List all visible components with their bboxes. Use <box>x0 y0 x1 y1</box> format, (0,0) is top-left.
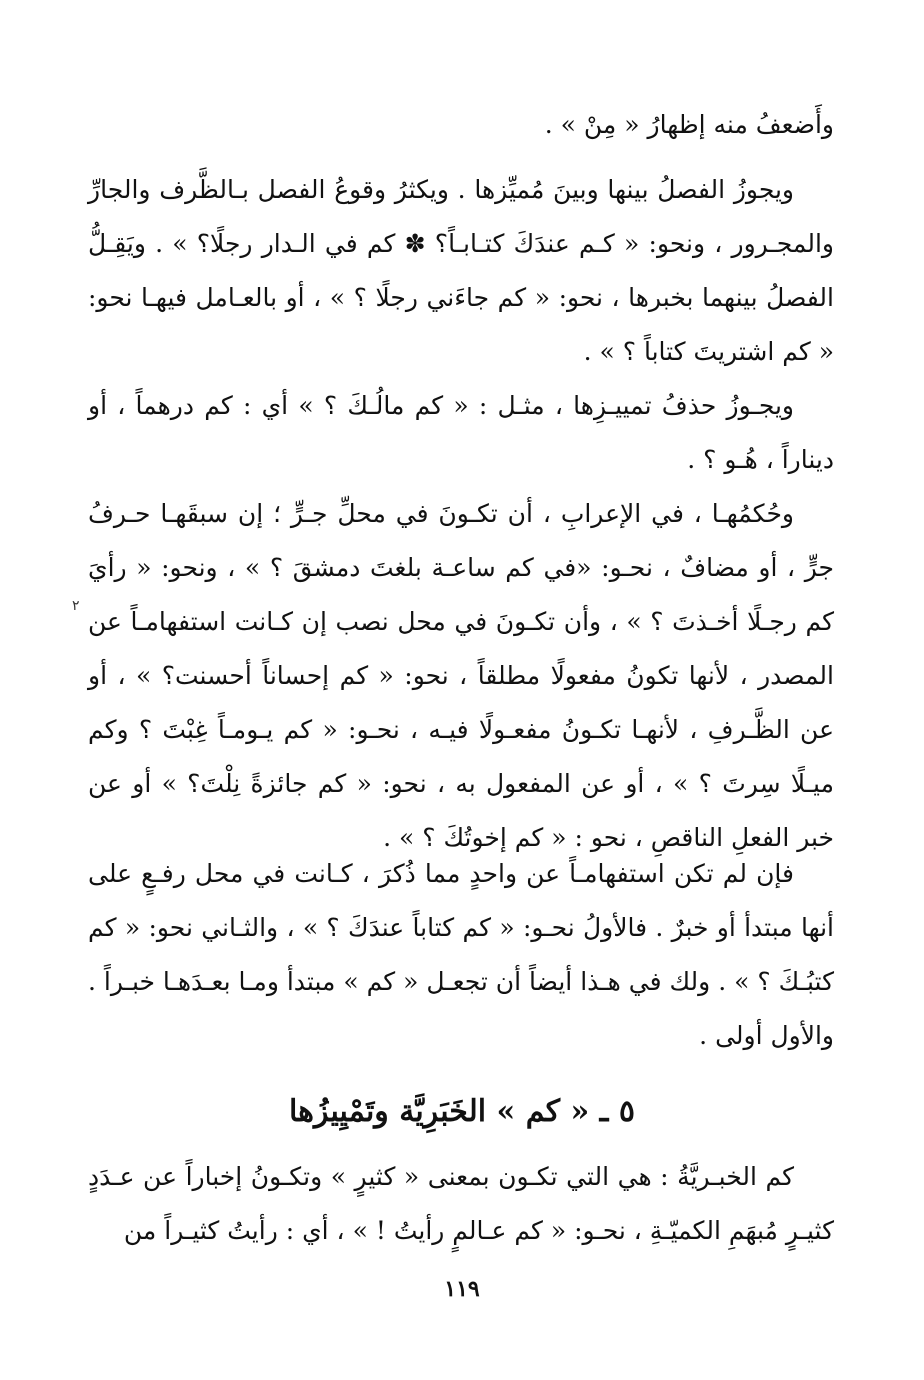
paragraph-2: ويجوزُ الفصلُ بينها وبينَ مُميِّزها . ويكثرُ وقوعُ الفصل بـالظَّرف والجارِّ والمجـرور ، ونحو: « كـم عندَكَ كتـابـاً؟ ✽ كم في الـدار رجلًا؟ » . ويَقِـلُّ الفصلُ بينهما بخبرها ، نحو: « كم جاءَني رجلًا ؟ » ، أو بالعـامل فيهـا نحو: « كم اشتريتَ كتاباً ؟ » . <box>88 175 834 366</box>
body-text-section <box>88 847 834 1063</box>
paragraph-3: ويجـوزُ حذفُ تمييـزِها ، مثـل : « كم مالُـكَ ؟ » أي : كم درهماً ، أو ديناراً ، هُـو ؟ . <box>88 391 834 474</box>
page-number: ١١٩ <box>444 1276 480 1302</box>
paragraph-4: وحُكمُهـا ، في الإعرابِ ، أن تكـونَ في محلِّ جـرٍّ ؛ إن سبقَهـا حـرفُ جرٍّ ، أو مضافٌ ، نحـو: «في كم ساعـة بلغتَ دمشقَ ؟ » ، ونحو: « رأيَ كم رجـلًا أخـذتَ ؟ » ، وأن تكـونَ في محل نصب إن كـانت استفهامـاً عن المصدر ، لأنها تكونُ مفعولًا مطلقاً ، نحو: « كم إحساناً أحسنت؟ » ، أو عن الظَّـرفِ ، لأنهـا تكـونُ مفعـولًا فيـه ، نحـو: « كم يـومـاً غِبْتَ ؟ وكم ميـلًا سِرتَ ؟ » ، أو عن المفعول به ، نحو: « كم جائزةً نِلْتَ؟ » أو عن خبر الفعلِ الناقصِ ، نحو : « كم إخوتُكَ ؟ » . <box>88 499 834 852</box>
body-text-section <box>88 163 834 379</box>
body-text-top <box>88 98 834 152</box>
margin-mark: ٢ <box>72 598 80 614</box>
body-text-section <box>88 487 834 865</box>
body-text-section <box>88 1150 834 1258</box>
section-heading: ٥ ـ « كم » الخَبَرِيَّة وتَمْيِيزُها <box>288 1094 635 1129</box>
paragraph-6: كم الخبـريَّةُ : هي التي تكـون بمعنى « كثيرٍ » وتكـونُ إخباراً عن عـدَدٍ كثيـرٍ مُبهَمِ الكميّـةِ ، نحـو: « كم عـالمٍ رأيتُ ! » ، أي : رأيتُ كثيـراً من <box>88 1162 834 1245</box>
body-text-section <box>88 379 834 487</box>
paragraph-1: وأَضعفُ منه إظهارُ « مِنْ » . <box>544 110 834 139</box>
paragraph-5: فإن لم تكن استفهامـاً عن واحدٍ مما ذُكرَ ، كـانت في محل رفـعٍ على أنها مبتدأ أو خبرٌ . فالأولُ نحـو: « كم كتاباً عندَكَ ؟ » ، والثـاني نحو: « كم كتبُـكَ ؟ » . ولك في هـذا أيضاً أن تجعـل « كم » مبتدأ ومـا بعـدَهـا خبـراً . والأول أولى . <box>88 859 834 1050</box>
